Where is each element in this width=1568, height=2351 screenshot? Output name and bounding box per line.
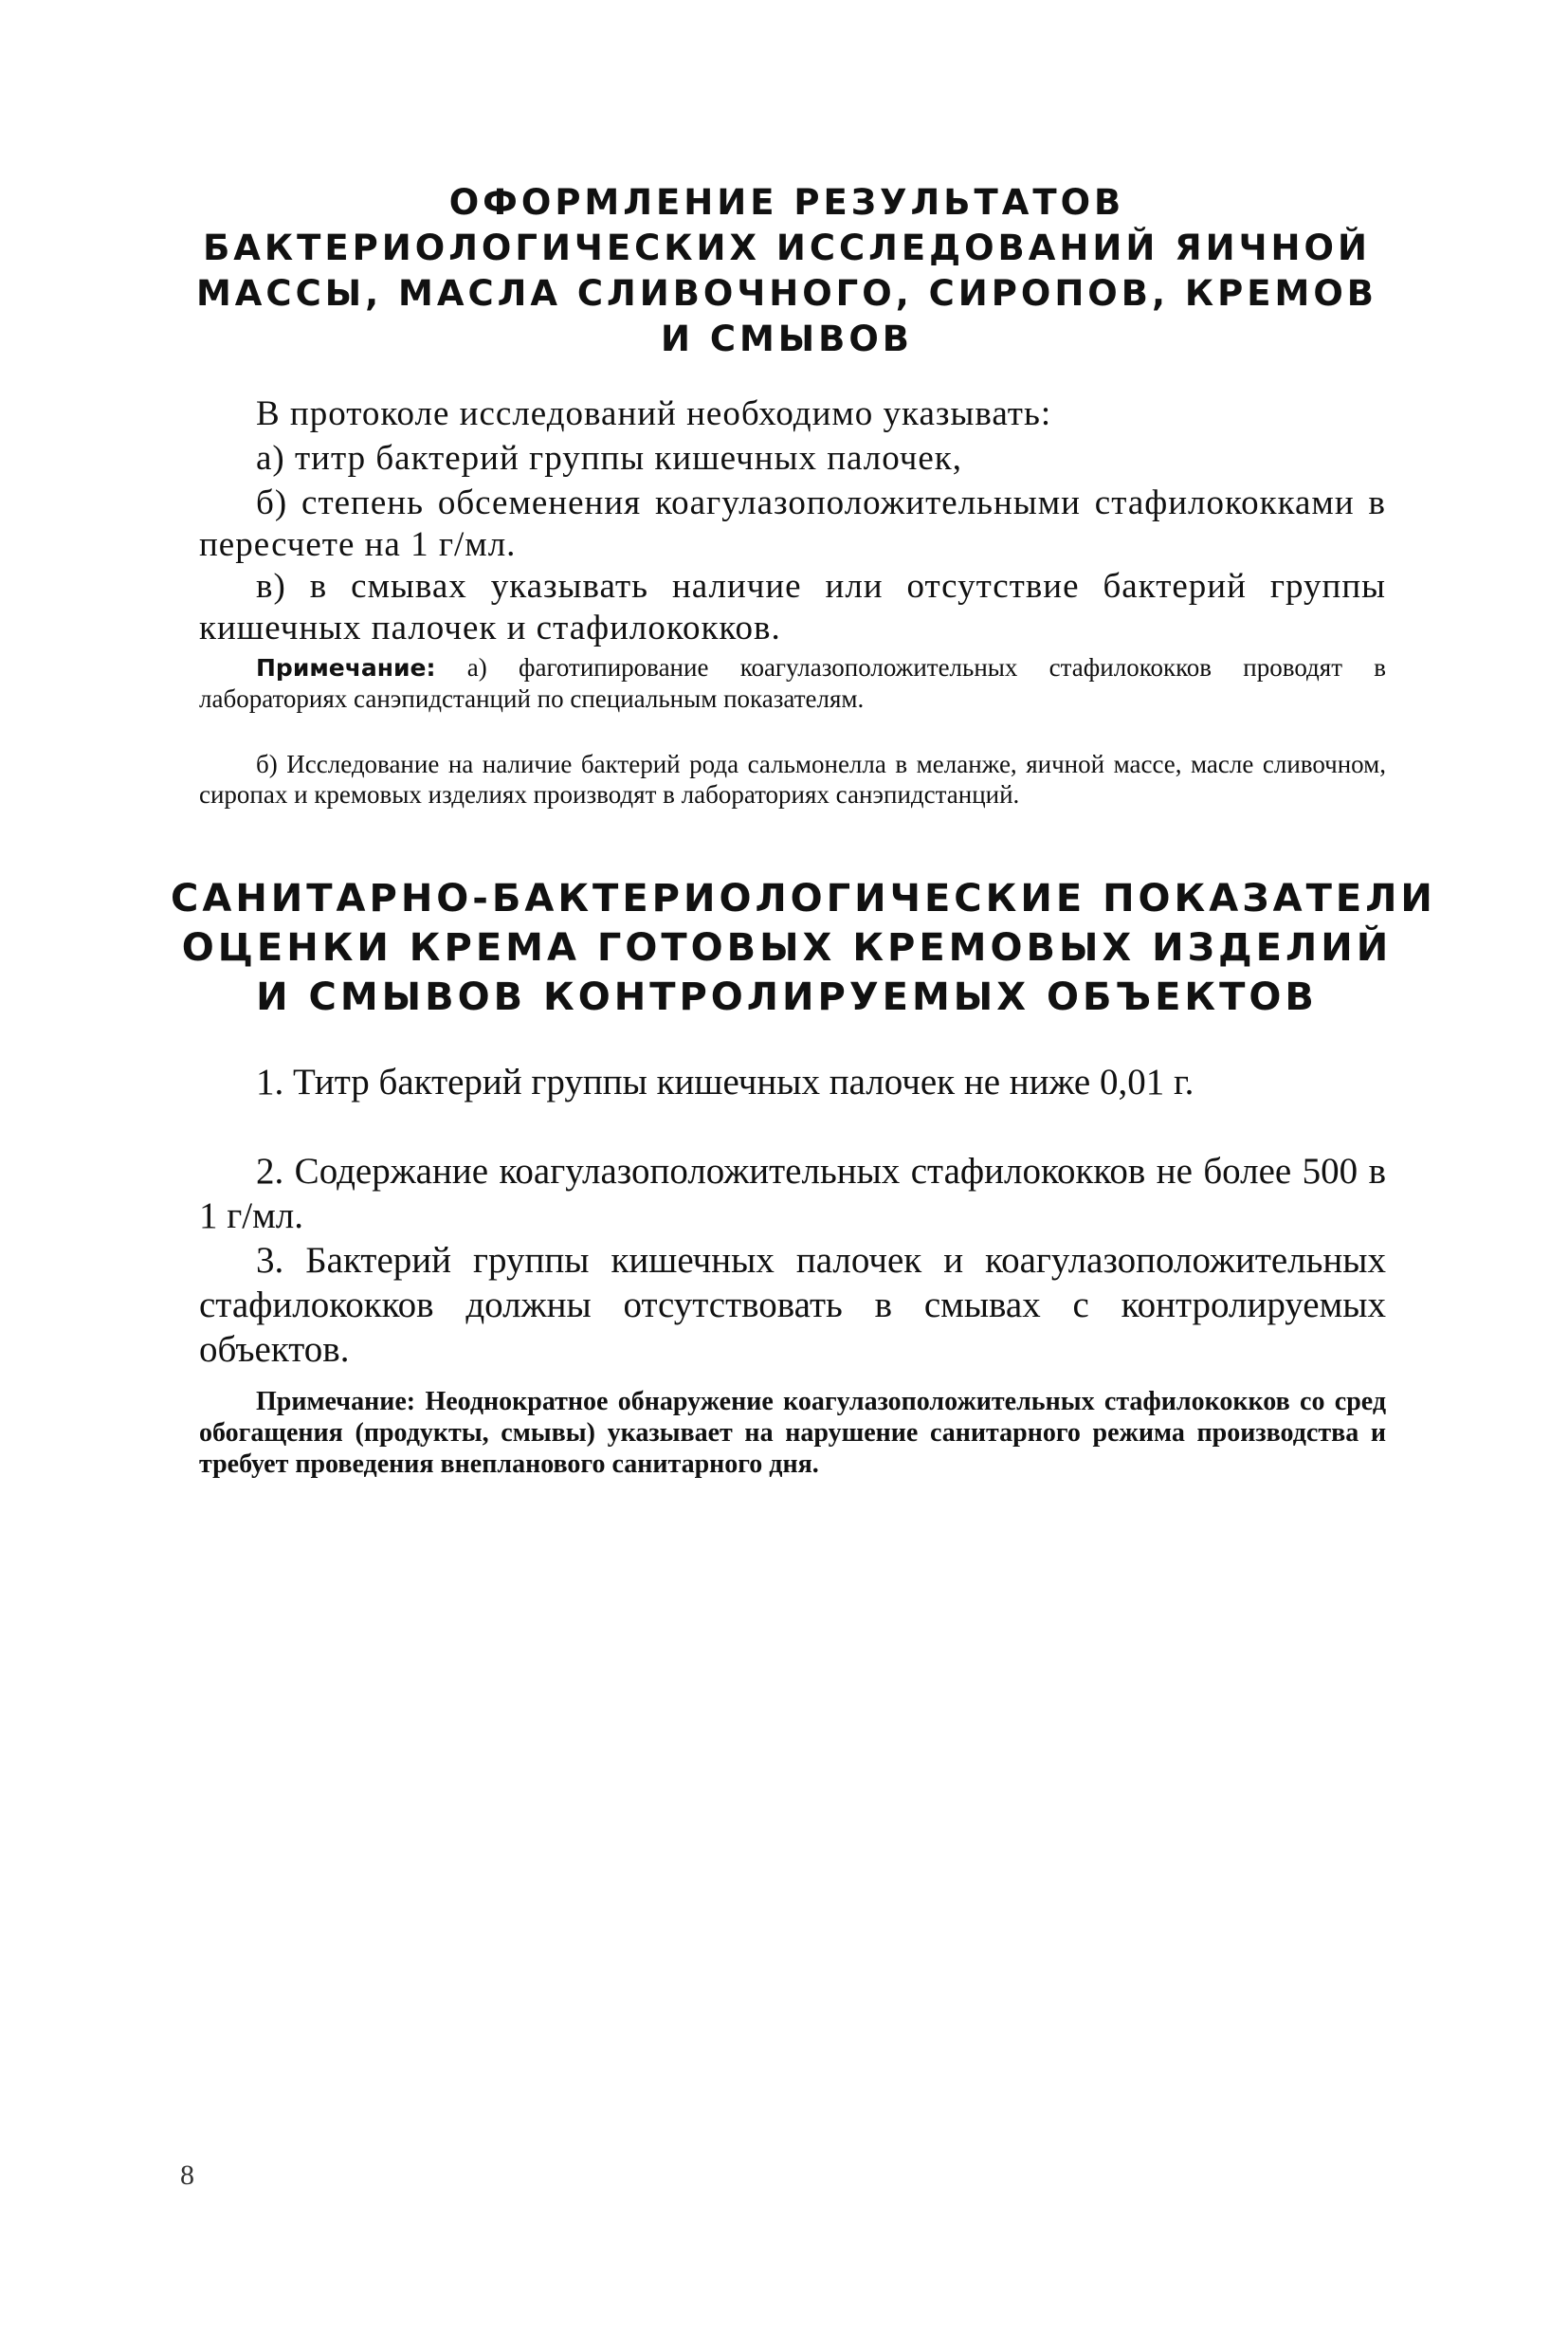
title-line: МАССЫ, МАСЛА СЛИВОЧНОГО, СИРОПОВ, КРЕМОВ [195,273,1378,314]
note-label: Примечание: [256,1387,416,1416]
indicator-item-3: 3. Бактерий группы кишечных палочек и коагулазоположительных стафилококков должны отсутствовать в смывах с контролируемых объектов. [199,1240,1386,1370]
note-text: Неоднократное обнаружение коагулазоположительных стафилококков со сред обогащения (продукты, смывы) указывает на нарушение санитарного режима производства и требует проведения внепланового санитарного дня. [199,1387,1387,1479]
indicator-item-2: 2. Содержание коагулазоположительных стафилококков не более 500 в 1 г/мл. [199,1151,1386,1236]
protocol-intro: В протоколе исследований необходимо указывать: [256,394,1052,433]
protocol-item-b: б) степень обсеменения коагулазоположительными стафилококками в пересчете на 1 г/мл. [199,483,1386,564]
note-salmonella: б) Исследование на наличие бактерий рода сальмонелла в меланже, яичной массе, масле сливочном, сиропах и кремовых изделиях производят в лабораториях санэпидстанций. [199,750,1386,809]
title-line: И СМЫВОВ [660,319,913,359]
note-phage-typing [199,652,1386,714]
section-title-indicators [171,874,1436,1022]
protocol-item-a: а) титр бактерий группы кишечных палочек, [256,439,963,478]
title-line: БАКТЕРИОЛОГИЧЕСКИХ ИССЛЕДОВАНИЙ ЯИЧНОЙ [203,228,1371,268]
title-line: ОЦЕНКИ КРЕМА ГОТОВЫХ КРЕМОВЫХ ИЗДЕЛИЙ [181,926,1393,970]
page-number: 8 [180,2160,194,2191]
title-line: САНИТАРНО-БАКТЕРИОЛОГИЧЕСКИЕ ПОКАЗАТЕЛИ [171,877,1436,920]
note-label: Примечание: [256,654,436,682]
title-line: ОФОРМЛЕНИЕ РЕЗУЛЬТАТОВ [448,182,1125,223]
note-text: а) фаготипирование коагулазоположительных стафилококков проводят в лабораториях санэпидстанций по специальным показателям. [199,653,1387,713]
indicator-item-1: 1. Титр бактерий группы кишечных палочек не ниже 0,01 г. [256,1062,1194,1103]
note-repeated-detection [199,1386,1386,1480]
title-line: И СМЫВОВ КОНТРОЛИРУЕМЫХ ОБЪЕКТОВ [256,975,1318,1019]
section-title-results [171,180,1403,362]
protocol-item-v: в) в смывах указывать наличие или отсутствие бактерий группы кишечных палочек и стафилококков. [199,567,1386,647]
